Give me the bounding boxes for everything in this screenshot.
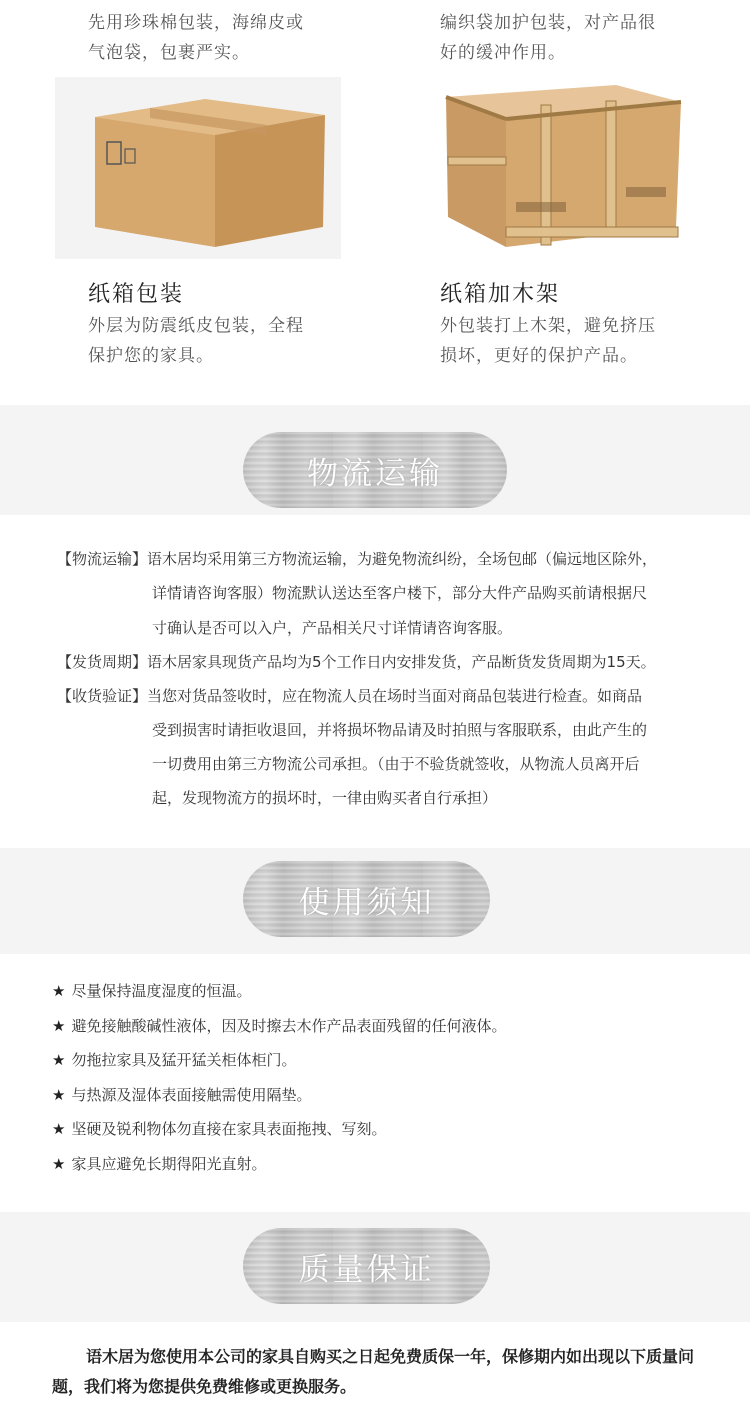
wood-frame-desc-line2: 损坏，更好的保护产品。 <box>440 346 638 366</box>
notice-item: ★ 与热源及湿体表面接触需使用隔垫。 <box>52 1085 312 1104</box>
wood-frame-desc <box>440 311 656 371</box>
carton-desc-line1: 外层为防震纸皮包装，全程 <box>88 316 304 336</box>
pearl-cotton-desc-line2: 气泡袋，包裹严实。 <box>88 43 250 63</box>
notice-header-band <box>0 848 750 954</box>
quality-header <box>243 1228 490 1304</box>
notice-item: ★ 家具应避免长期得阳光直射。 <box>52 1154 267 1173</box>
receipt-check-line: 一切费用由第三方物流公司承担。（由于不验货就签收，从物流人员离开后 <box>152 755 640 773</box>
logistics-line: 寸确认是否可以入户，产品相关尺寸详情请咨询客服。 <box>152 619 513 637</box>
pearl-cotton-desc <box>88 8 304 68</box>
logistics-header-band <box>0 405 750 515</box>
receipt-check-line: 起，发现物流方的损坏时，一律由购买者自行承担） <box>152 789 498 807</box>
woven-bag-desc <box>440 8 656 68</box>
woven-bag-desc-line1: 编织袋加护包装，对产品很 <box>440 13 656 33</box>
receipt-check-line: 【收货验证】当您对货品签收时，应在物流人员在场时当面对商品包装进行检查。如商品 <box>57 687 643 705</box>
star-icon: ★ <box>52 1120 66 1138</box>
notice-item: ★ 勿拖拉家具及猛开猛关柜体柜门。 <box>52 1051 297 1069</box>
shipping-cycle-line: 【发货周期】语木居家具现货产品均为5个工作日内安排发货，产品断货发货周期为15天。 <box>57 653 656 671</box>
logistics-header <box>243 432 507 508</box>
notice-item: ★ 避免接触酸碱性液体，因及时擦去木作产品表面残留的任何液体。 <box>52 1016 507 1035</box>
wood-frame-desc-line1: 外包装打上木架，避免挤压 <box>440 316 656 336</box>
logistics-line: 【物流运输】语木居均采用第三方物流运输，为避免物流纠纷，全场包邮（偏远地区除外， <box>57 550 658 568</box>
star-icon: ★ <box>52 1051 66 1069</box>
star-icon: ★ <box>52 1154 66 1173</box>
star-icon: ★ <box>52 1085 66 1104</box>
wood-crate-image <box>436 77 686 259</box>
carton-title: 纸箱包装 <box>88 282 185 307</box>
quality-header-band <box>0 1212 750 1322</box>
notice-item: ★ 尽量保持温度湿度的恒温。 <box>52 982 252 1000</box>
woven-bag-desc-line2: 好的缓冲作用。 <box>440 43 566 63</box>
receipt-check-line: 受到损害时请拒收退回，并将损坏物品请及时拍照与客服联系，由此产生的 <box>152 721 648 739</box>
pearl-cotton-desc-line1: 先用珍珠棉包装，海绵皮或 <box>88 13 304 33</box>
carton-desc-line2: 保护您的家具。 <box>88 346 214 366</box>
carton-box-image <box>55 77 341 259</box>
star-icon: ★ <box>52 1016 66 1035</box>
notice-header-label: 使用须知 <box>298 884 435 921</box>
packaging-section <box>0 0 750 405</box>
notice-list <box>52 974 506 1181</box>
notice-item: ★ 坚硬及锐利物体勿直接在家具表面拖拽、写刻。 <box>52 1120 387 1138</box>
logistics-line: 详情请咨询客服）物流默认送达至客户楼下，部分大件产品购买前请根据尺 <box>152 584 648 602</box>
carton-desc <box>88 311 304 371</box>
star-icon: ★ <box>52 982 66 1000</box>
notice-header <box>243 861 490 937</box>
quality-header-label: 质量保证 <box>298 1251 435 1288</box>
wood-frame-title: 纸箱加木架 <box>440 282 561 307</box>
logistics-header-label: 物流运输 <box>307 455 443 492</box>
quality-text: 语木居为您使用本公司的家具自购买之日起免费质保一年，保修期内如出现以下质量问题，我们将为您提供免费维修或更换服务。 <box>52 1347 695 1396</box>
